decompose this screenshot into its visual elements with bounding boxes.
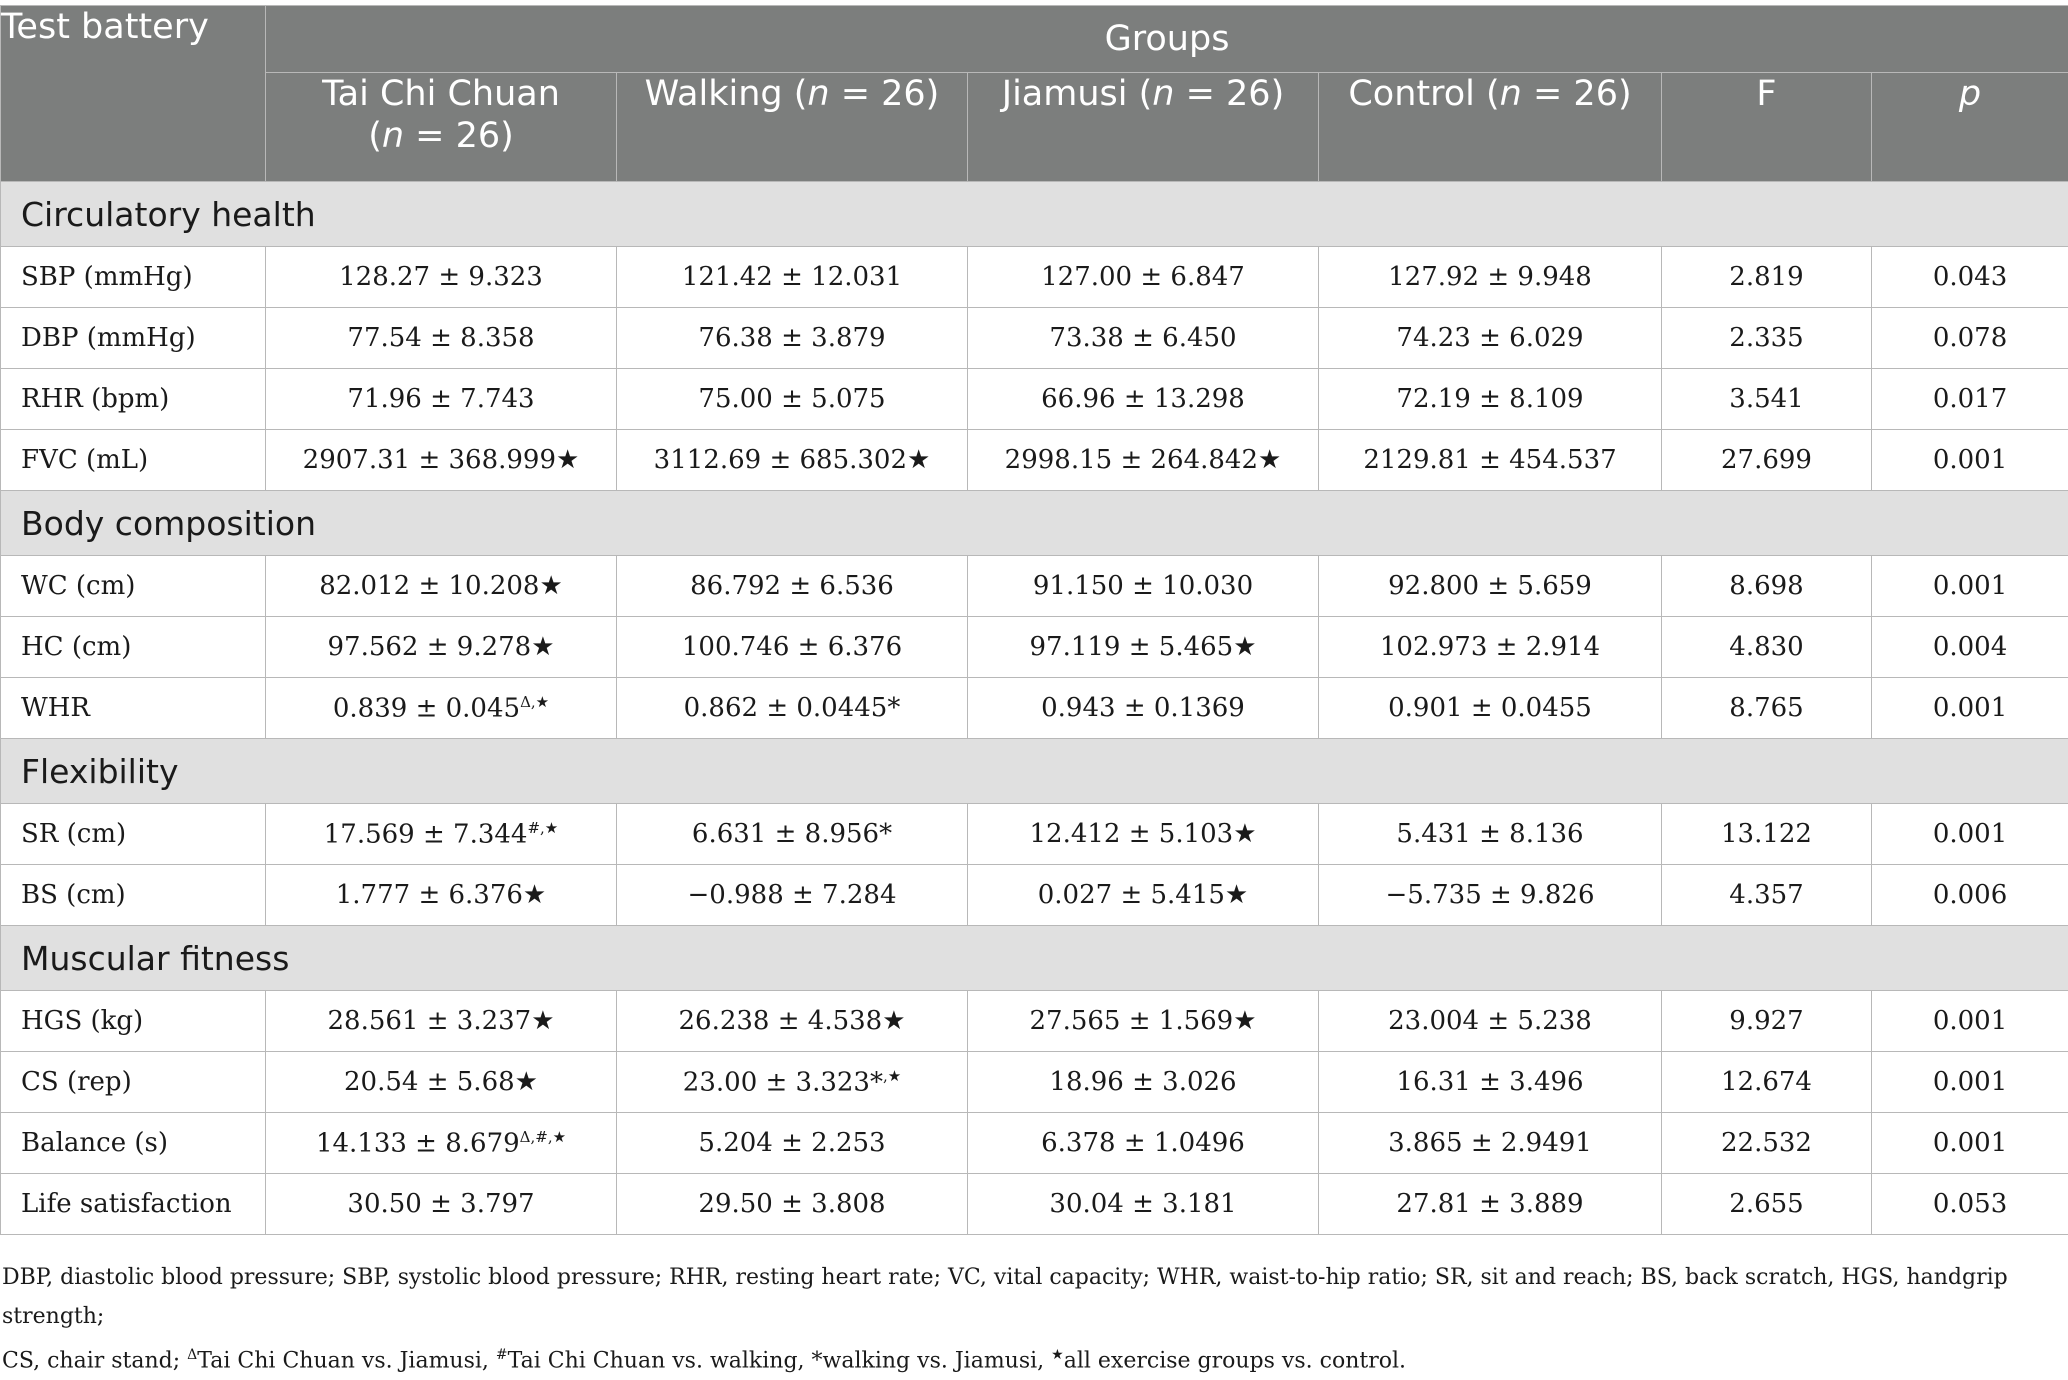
cell-tai-chi: 82.012 ± 10.208★ bbox=[266, 556, 617, 617]
col-header-tai-chi: Tai Chi Chuan (n = 26) bbox=[266, 73, 617, 182]
footnote-line-2: CS, chair stand; $^\Delta$Tai Chi Chuan vs. Jiamusi, #Tai Chi Chuan vs. walking, *walking vs. Jiamusi, ★all exercise groups vs. control. bbox=[2, 1336, 2062, 1380]
cell-f-value: 4.357 bbox=[1662, 865, 1872, 926]
cell-p-value: 0.053 bbox=[1872, 1174, 2068, 1235]
cell-jiamusi: 6.378 ± 1.0496 bbox=[968, 1113, 1319, 1174]
cell-tai-chi: 128.27 ± 9.323 bbox=[266, 247, 617, 308]
cell-walking: 76.38 ± 3.879 bbox=[617, 308, 968, 369]
cell-control: 16.31 ± 3.496 bbox=[1319, 1052, 1662, 1113]
table-wrapper bbox=[0, 5, 2068, 1235]
cell-tai-chi: 77.54 ± 8.358 bbox=[266, 308, 617, 369]
cell-f-value: 2.335 bbox=[1662, 308, 1872, 369]
cell-tai-chi: 28.561 ± 3.237★ bbox=[266, 991, 617, 1052]
table-row bbox=[1, 430, 2068, 491]
cell-p-value: 0.006 bbox=[1872, 865, 2068, 926]
col-header-f: F bbox=[1662, 73, 1872, 182]
row-label: RHR (bpm) bbox=[1, 369, 266, 430]
cell-control: 102.973 ± 2.914 bbox=[1319, 617, 1662, 678]
cell-p-value: 0.001 bbox=[1872, 804, 2068, 865]
cell-tai-chi: 20.54 ± 5.68★ bbox=[266, 1052, 617, 1113]
cell-control: 92.800 ± 5.659 bbox=[1319, 556, 1662, 617]
cell-control: 72.19 ± 8.109 bbox=[1319, 369, 1662, 430]
row-label: FVC (mL) bbox=[1, 430, 266, 491]
cell-walking: 121.42 ± 12.031 bbox=[617, 247, 968, 308]
cell-walking: 0.862 ± 0.0445* bbox=[617, 678, 968, 739]
cell-p-value: 0.001 bbox=[1872, 991, 2068, 1052]
cell-p-value: 0.001 bbox=[1872, 1052, 2068, 1113]
section-row bbox=[1, 182, 2068, 247]
row-label: SR (cm) bbox=[1, 804, 266, 865]
section-title: Muscular fitness bbox=[1, 926, 2068, 991]
cell-tai-chi: 71.96 ± 7.743 bbox=[266, 369, 617, 430]
cell-jiamusi: 30.04 ± 3.181 bbox=[968, 1174, 1319, 1235]
col-header-p: p bbox=[1872, 73, 2068, 182]
row-label: HC (cm) bbox=[1, 617, 266, 678]
cell-tai-chi: $14.133 \pm 8.679^{\Delta,\#,★}$ bbox=[266, 1113, 617, 1174]
cell-jiamusi: 2998.15 ± 264.842★ bbox=[968, 430, 1319, 491]
cell-jiamusi: 0.943 ± 0.1369 bbox=[968, 678, 1319, 739]
section-row bbox=[1, 491, 2068, 556]
col-header-jiamusi: Jiamusi (n = 26) bbox=[968, 73, 1319, 182]
table-row bbox=[1, 1174, 2068, 1235]
cell-f-value: 8.698 bbox=[1662, 556, 1872, 617]
table-row bbox=[1, 1052, 2068, 1113]
cell-p-value: 0.001 bbox=[1872, 1113, 2068, 1174]
cell-f-value: 12.674 bbox=[1662, 1052, 1872, 1113]
row-label: Life satisfaction bbox=[1, 1174, 266, 1235]
cell-f-value: 3.541 bbox=[1662, 369, 1872, 430]
cell-walking: 29.50 ± 3.808 bbox=[617, 1174, 968, 1235]
cell-walking: 23.00 ± 3.323*,★ bbox=[617, 1052, 968, 1113]
cell-jiamusi: 18.96 ± 3.026 bbox=[968, 1052, 1319, 1113]
header-row-1 bbox=[1, 6, 2068, 73]
cell-walking: 100.746 ± 6.376 bbox=[617, 617, 968, 678]
cell-f-value: 8.765 bbox=[1662, 678, 1872, 739]
cell-control: 0.901 ± 0.0455 bbox=[1319, 678, 1662, 739]
significance-marker: #,★ bbox=[527, 819, 558, 837]
cell-p-value: 0.017 bbox=[1872, 369, 2068, 430]
cell-tai-chi: 17.569 ± 7.344#,★ bbox=[266, 804, 617, 865]
significance-marker: ,★ bbox=[883, 1067, 901, 1085]
cell-tai-chi: 97.562 ± 9.278★ bbox=[266, 617, 617, 678]
table-row bbox=[1, 678, 2068, 739]
header-row-2 bbox=[1, 73, 2068, 182]
test-battery-header: Test battery bbox=[1, 6, 266, 182]
col-header-control: Control (n = 26) bbox=[1319, 73, 1662, 182]
cell-jiamusi: 0.027 ± 5.415★ bbox=[968, 865, 1319, 926]
row-label: DBP (mmHg) bbox=[1, 308, 266, 369]
table-row bbox=[1, 865, 2068, 926]
cell-walking: 86.792 ± 6.536 bbox=[617, 556, 968, 617]
cell-f-value: 22.532 bbox=[1662, 1113, 1872, 1174]
section-title: Flexibility bbox=[1, 739, 2068, 804]
row-label: BS (cm) bbox=[1, 865, 266, 926]
cell-p-value: 0.001 bbox=[1872, 556, 2068, 617]
cell-p-value: 0.004 bbox=[1872, 617, 2068, 678]
row-label: Balance (s) bbox=[1, 1113, 266, 1174]
cell-f-value: 2.655 bbox=[1662, 1174, 1872, 1235]
row-label: WC (cm) bbox=[1, 556, 266, 617]
cell-control: 3.865 ± 2.9491 bbox=[1319, 1113, 1662, 1174]
cell-control: 23.004 ± 5.238 bbox=[1319, 991, 1662, 1052]
cell-jiamusi: 12.412 ± 5.103★ bbox=[968, 804, 1319, 865]
cell-f-value: 27.699 bbox=[1662, 430, 1872, 491]
cell-walking: −0.988 ± 7.284 bbox=[617, 865, 968, 926]
cell-jiamusi: 91.150 ± 10.030 bbox=[968, 556, 1319, 617]
cell-control: −5.735 ± 9.826 bbox=[1319, 865, 1662, 926]
section-title: Circulatory health bbox=[1, 182, 2068, 247]
cell-tai-chi: 1.777 ± 6.376★ bbox=[266, 865, 617, 926]
cell-jiamusi: 127.00 ± 6.847 bbox=[968, 247, 1319, 308]
cell-f-value: 9.927 bbox=[1662, 991, 1872, 1052]
table-row bbox=[1, 247, 2068, 308]
col-header-walking: Walking (n = 26) bbox=[617, 73, 968, 182]
cell-p-value: 0.001 bbox=[1872, 430, 2068, 491]
table-row bbox=[1, 369, 2068, 430]
section-row bbox=[1, 739, 2068, 804]
cell-control: 74.23 ± 6.029 bbox=[1319, 308, 1662, 369]
row-label: WHR bbox=[1, 678, 266, 739]
cell-walking: 6.631 ± 8.956* bbox=[617, 804, 968, 865]
table-body bbox=[1, 182, 2068, 1235]
cell-tai-chi: $0.839 \pm 0.045^{\Delta,★}$ bbox=[266, 678, 617, 739]
results-table bbox=[0, 5, 2068, 1235]
cell-p-value: 0.078 bbox=[1872, 308, 2068, 369]
table-row bbox=[1, 556, 2068, 617]
cell-tai-chi: 30.50 ± 3.797 bbox=[266, 1174, 617, 1235]
row-label: CS (rep) bbox=[1, 1052, 266, 1113]
table-row bbox=[1, 804, 2068, 865]
cell-control: 2129.81 ± 454.537 bbox=[1319, 430, 1662, 491]
cell-jiamusi: 73.38 ± 6.450 bbox=[968, 308, 1319, 369]
row-label: HGS (kg) bbox=[1, 991, 266, 1052]
cell-walking: 75.00 ± 5.075 bbox=[617, 369, 968, 430]
cell-walking: 5.204 ± 2.253 bbox=[617, 1113, 968, 1174]
cell-jiamusi: 27.565 ± 1.569★ bbox=[968, 991, 1319, 1052]
table-row bbox=[1, 1113, 2068, 1174]
cell-walking: 3112.69 ± 685.302★ bbox=[617, 430, 968, 491]
significance-marker: Δ,★ bbox=[520, 693, 549, 711]
cell-walking: 26.238 ± 4.538★ bbox=[617, 991, 968, 1052]
cell-f-value: 2.819 bbox=[1662, 247, 1872, 308]
cell-jiamusi: 66.96 ± 13.298 bbox=[968, 369, 1319, 430]
footnote-line-1: DBP, diastolic blood pressure; SBP, systolic blood pressure; RHR, resting heart rate; VC, vital capacity; WHR, waist-to-hip ratio; SR, sit and reach; BS, back scratch, HGS, handgrip strength; bbox=[2, 1258, 2062, 1336]
cell-control: 127.92 ± 9.948 bbox=[1319, 247, 1662, 308]
table-row bbox=[1, 308, 2068, 369]
cell-control: 27.81 ± 3.889 bbox=[1319, 1174, 1662, 1235]
section-row bbox=[1, 926, 2068, 991]
cell-p-value: 0.001 bbox=[1872, 678, 2068, 739]
cell-f-value: 13.122 bbox=[1662, 804, 1872, 865]
row-label: SBP (mmHg) bbox=[1, 247, 266, 308]
table-row bbox=[1, 617, 2068, 678]
groups-header: Groups bbox=[266, 6, 2068, 73]
cell-jiamusi: 97.119 ± 5.465★ bbox=[968, 617, 1319, 678]
cell-f-value: 4.830 bbox=[1662, 617, 1872, 678]
cell-control: 5.431 ± 8.136 bbox=[1319, 804, 1662, 865]
table-footnote bbox=[2, 1258, 2062, 1380]
cell-tai-chi: 2907.31 ± 368.999★ bbox=[266, 430, 617, 491]
cell-p-value: 0.043 bbox=[1872, 247, 2068, 308]
section-title: Body composition bbox=[1, 491, 2068, 556]
table-row bbox=[1, 991, 2068, 1052]
significance-marker: Δ,#,★ bbox=[520, 1128, 566, 1146]
